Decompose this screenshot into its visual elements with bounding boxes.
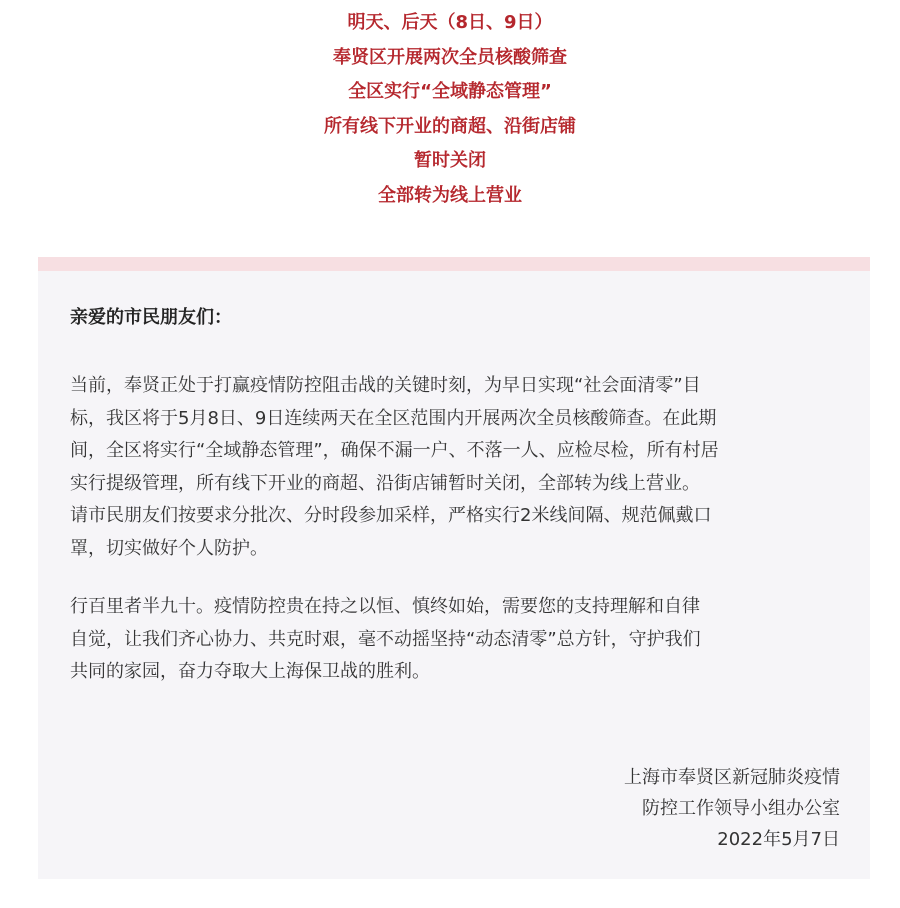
headline-block [0, 6, 900, 214]
signature-org-line: 上海市奉贤区新冠肺炎疫情 [624, 767, 840, 788]
paragraph-line: 自觉，让我们齐心协力、共克时艰，毫不动摇坚持“动态清零”总方针，守护我们 [70, 628, 701, 650]
paragraph-line: 行百里者半九十。疫情防控贵在持之以恒、慎终如始，需要您的支持理解和自律 [70, 596, 700, 617]
paragraph-line: 间，全区将实行“全域静态管理”，确保不漏一户、不落一人、应检尽检，所有村居 [70, 440, 719, 461]
greeting: 亲爱的市民朋友们： [70, 307, 232, 328]
paragraph-line: 请市民朋友们按要求分批次、分时段参加采样，严格实行2米线间隔、规范佩戴口 [70, 505, 712, 526]
paragraph-line: 共同的家园，奋力夺取大上海保卫战的胜利。 [70, 661, 430, 682]
paragraph-line: 实行提级管理，所有线下开业的商超、沿街店铺暂时关闭，全部转为线上营业。 [70, 472, 700, 494]
headline-line: 全部转为线上营业 [378, 184, 522, 206]
headline-line: 所有线下开业的商超、沿街店铺 [324, 115, 576, 137]
headline-line: 明天、后天（8日、9日） [347, 12, 553, 33]
paragraph-line: 罩，切实做好个人防护。 [70, 537, 268, 559]
paragraph-1 [70, 370, 840, 565]
paragraph-line: 当前，奉贤正处于打赢疫情防控阻击战的关键时刻，为早日实现“社会面清零”目 [70, 375, 701, 396]
headline-line: 暂时关闭 [414, 150, 486, 172]
headline-line: 奉贤区开展两次全员核酸筛查 [333, 46, 567, 68]
signature [624, 762, 840, 855]
notice-card [38, 257, 870, 879]
signature-org-line: 防控工作领导小组办公室 [642, 798, 840, 819]
paragraph-line: 标，我区将于5月8日、9日连续两天在全区范围内开展两次全员核酸筛查。在此期 [70, 407, 717, 429]
headline-line: 全区实行“全域静态管理” [348, 81, 552, 103]
signature-date: 2022年5月7日 [717, 829, 840, 850]
paragraph-2 [70, 591, 840, 689]
